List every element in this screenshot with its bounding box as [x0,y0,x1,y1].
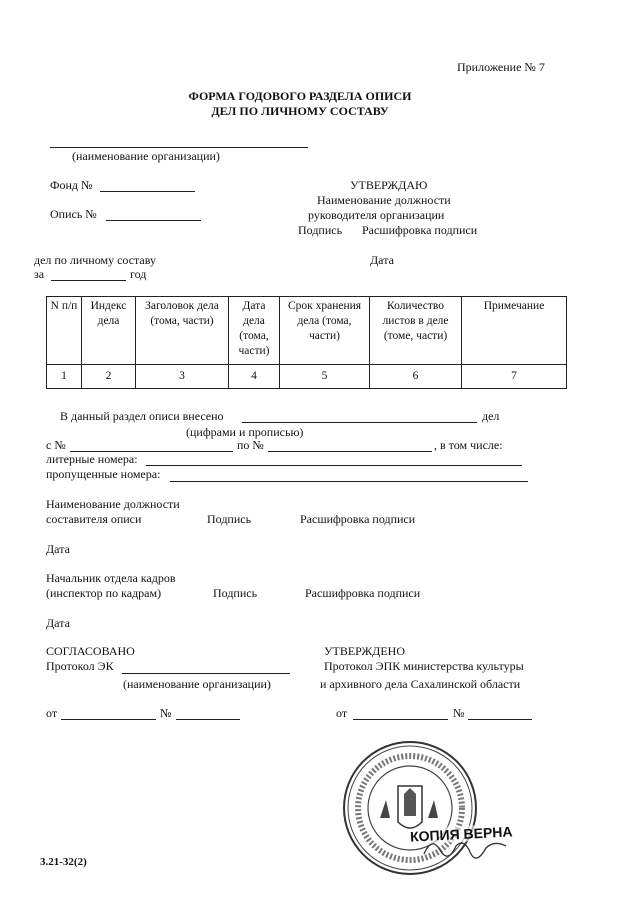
col-header-note: Примечание [462,297,567,365]
hr-head-date: Дата [46,616,70,630]
col-header-number: N п/п [47,297,82,365]
hr-head-position-2: (инспектор по кадрам) [46,586,162,600]
letter-numbers-line [146,465,522,466]
compiler-sign: Подпись [207,512,252,526]
agreed-num: № [160,706,172,720]
summary-suffix: дел [482,409,500,423]
approved-line-2: и архивного дела Сахалинской области [320,677,521,691]
col-number-cell: 3 [136,365,229,389]
register-table [46,296,567,389]
col-number-cell: 2 [82,365,136,389]
col-header-date: Дата дела (тома, части) [229,297,280,365]
cases-label: дел по личному составу [34,253,156,267]
title-line-1: ФОРМА ГОДОВОГО РАЗДЕЛА ОПИСИ [188,89,412,103]
col-header-index: Индекс дела [82,297,136,365]
hr-head-sign: Подпись [213,586,258,600]
from-number-label: с № [46,438,66,452]
col-header-sheet-count: Количество листов в деле (томе, части) [370,297,462,365]
col-number-cell: 1 [47,365,82,389]
compiler-date: Дата [46,542,70,556]
agreed-title: СОГЛАСОВАНО [46,644,135,658]
approve-sign: Подпись [298,223,343,237]
summary-count-line [242,422,477,423]
title-line-2: ДЕЛ ПО ЛИЧНОМУ СОСТАВУ [211,104,389,118]
org-caption: (наименование организации) [72,149,220,163]
compiler-position-1: Наименование должности [46,497,180,511]
appendix-label: Приложение № 7 [457,60,545,74]
col-number-cell: 6 [370,365,462,389]
summary-caption: (цифрами и прописью) [186,425,304,439]
missing-numbers-line [170,481,528,482]
opis-line [106,220,201,221]
compiler-decode: Расшифровка подписи [300,512,416,526]
document-code: 3.21-32(2) [40,856,87,868]
summary-prefix: В данный раздел описи внесено [60,409,224,423]
approve-position-1: Наименование должности [317,193,451,207]
agreed-number-line [176,719,240,720]
approve-date: Дата [370,253,394,267]
approve-decode: Расшифровка подписи [362,223,478,237]
approved-number-line [468,719,532,720]
org-name-line [50,147,308,148]
fond-label: Фонд № [50,178,93,192]
year-line [51,280,126,281]
stamp-copy-certified: КОПИЯ ВЕРНА [409,823,513,845]
approved-title: УТВЕРЖДЕНО [324,644,406,658]
col-number-cell: 4 [229,365,280,389]
col-header-storage-term: Срок хранения дела (тома, части) [280,297,370,365]
hr-head-position-1: Начальник отдела кадров [46,571,176,585]
compiler-position-2: составителя описи [46,512,142,526]
to-number-label: по № [237,438,264,452]
agreed-from: от [46,706,58,720]
year-prefix: за [34,267,45,281]
agreed-protocol-line [122,673,290,674]
approved-num: № [453,706,465,720]
year-suffix: год [130,267,147,281]
col-number-cell: 5 [280,365,370,389]
agreed-protocol: Протокол ЭК [46,659,114,673]
hr-head-decode: Расшифровка подписи [305,586,421,600]
approve-position-2: руководителя организации [308,208,445,222]
including-label: , в том числе: [434,438,503,452]
table-header-row [47,297,567,365]
letter-numbers-label: литерные номера: [46,452,138,466]
approved-line-1: Протокол ЭПК министерства культуры [324,659,524,673]
approve-title: УТВЕРЖДАЮ [350,178,428,192]
col-header-title: Заголовок дела (тома, части) [136,297,229,365]
missing-numbers-label: пропущенные номера: [46,467,161,481]
col-number-cell: 7 [462,365,567,389]
fond-line [100,191,195,192]
approved-from: от [336,706,348,720]
table-row [47,365,567,389]
approved-date-line [353,719,448,720]
handwritten-signature [420,832,510,862]
opis-label: Опись № [50,207,97,221]
agreed-date-line [61,719,156,720]
to-number-line [268,451,432,452]
agreed-caption: (наименование организации) [123,677,271,691]
